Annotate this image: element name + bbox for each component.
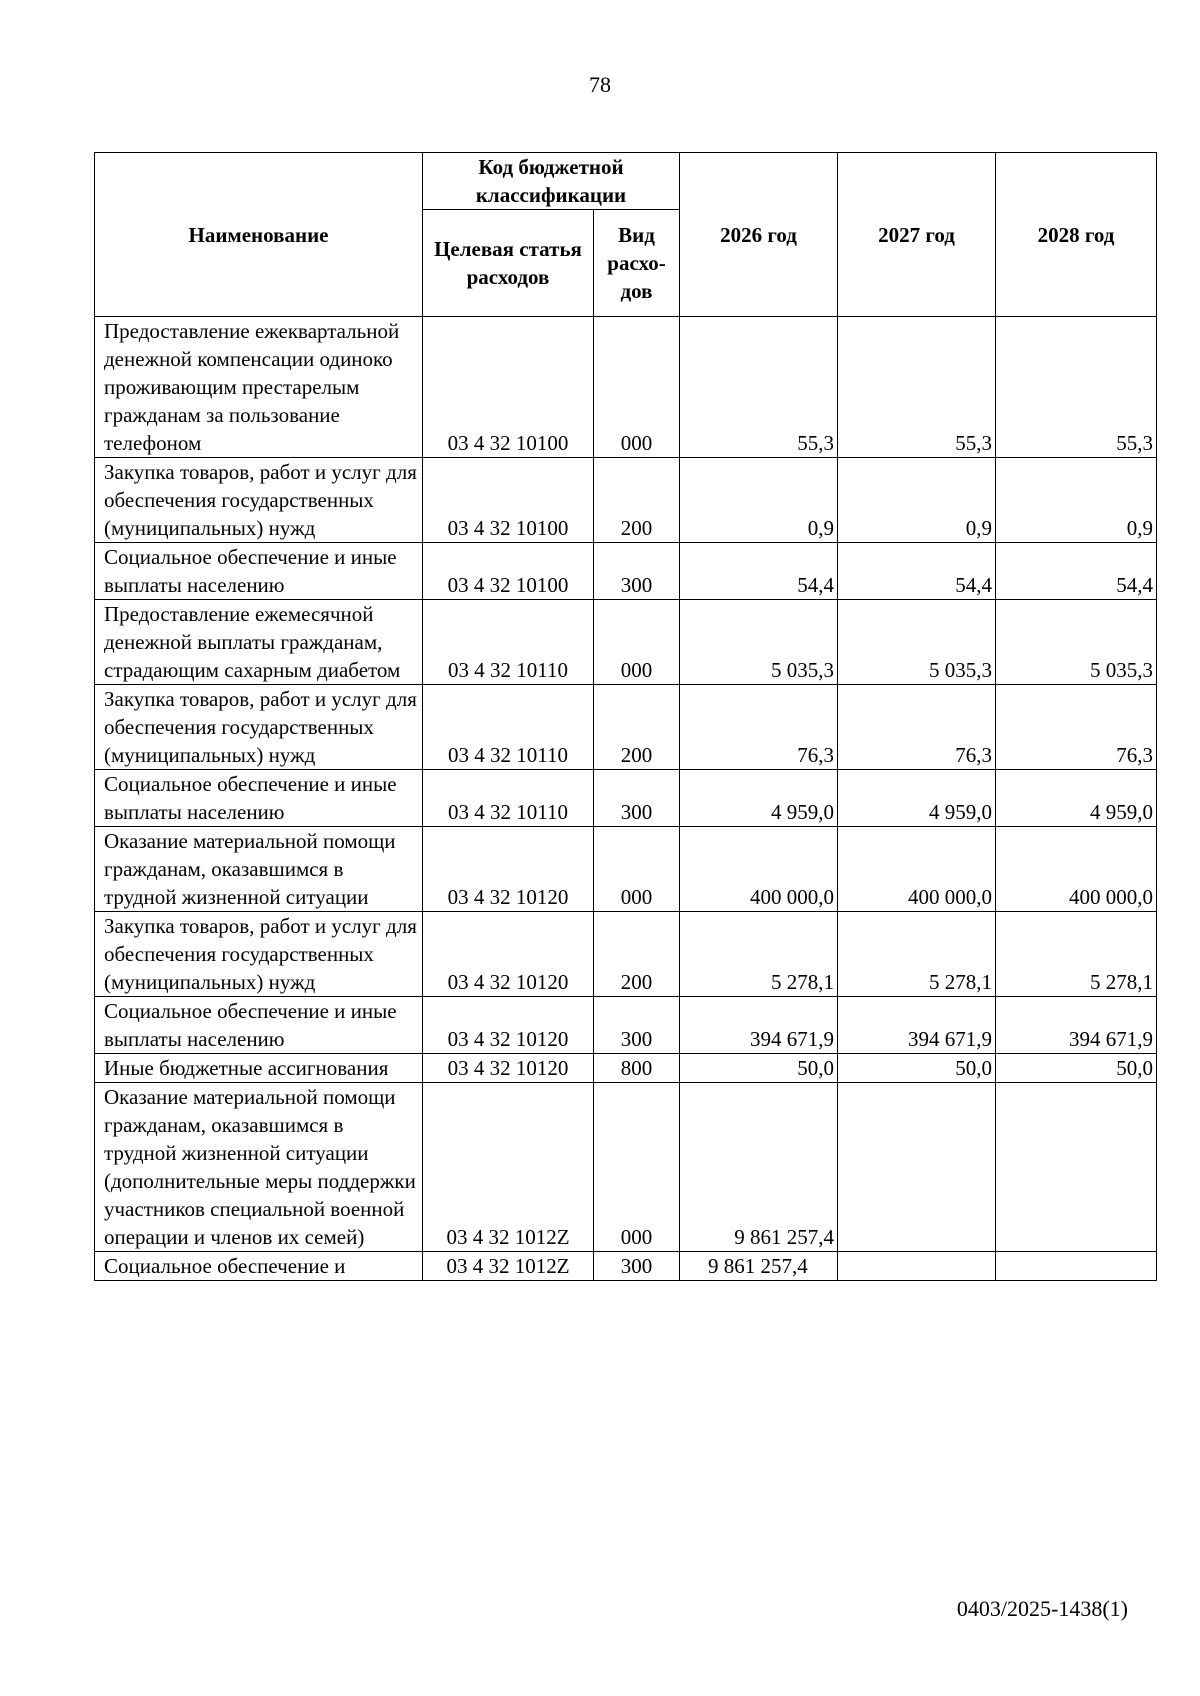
row-amount-2028-cell: 4 959,0 [996,770,1157,827]
table-row [95,458,1157,543]
row-expense-type-cell: 800 [594,1054,680,1083]
row-amount-2028-cell: 400 000,0 [996,827,1157,912]
row-target-item-cell: 03 4 32 10110 [423,770,594,827]
table-row [95,600,1157,685]
table-row [95,1054,1157,1083]
row-amount-2027-cell: 5 035,3 [838,600,996,685]
row-amount-2027-cell [838,1252,996,1281]
row-amount-2027-cell: 54,4 [838,543,996,600]
row-amount-2028-cell: 0,9 [996,458,1157,543]
header-expense-type: Вид расхо-дов [594,210,680,317]
row-amount-2026-cell: 5 035,3 [680,600,838,685]
row-amount-2026-cell: 394 671,9 [680,997,838,1054]
document-number: 0403/2025-1438(1) [956,1596,1128,1621]
table-row [95,317,1157,458]
row-amount-2026-cell: 5 278,1 [680,912,838,997]
row-amount-2028-cell: 50,0 [996,1054,1157,1083]
row-amount-2028-cell: 76,3 [996,685,1157,770]
row-amount-2026-cell: 0,9 [680,458,838,543]
row-expense-type-cell: 200 [594,685,680,770]
row-target-item-cell: 03 4 32 10120 [423,912,594,997]
row-name-cell: Закупка товаров, работ и услуг для обеспечения государственных (муниципальных) нужд [95,912,423,997]
budget-table [94,152,1157,1281]
row-expense-type-cell: 300 [594,1252,680,1281]
table-row [95,1083,1157,1252]
row-amount-2026-cell: 54,4 [680,543,838,600]
row-amount-2028-cell: 54,4 [996,543,1157,600]
row-amount-2027-cell: 76,3 [838,685,996,770]
row-target-item-cell: 03 4 32 10120 [423,1054,594,1083]
table-row [95,1252,1157,1281]
row-name-cell: Социальное обеспечение и [95,1252,423,1281]
row-amount-2026-cell: 50,0 [680,1054,838,1083]
row-name-cell: Предоставление ежеквартальной денежной компенсации одиноко проживающим престарелым гражданам за пользование телефоном [95,317,423,458]
row-amount-2026-cell: 76,3 [680,685,838,770]
row-name-cell: Иные бюджетные ассигнования [95,1054,423,1083]
row-name-cell: Оказание материальной помощи гражданам, оказавшимся в трудной жизненной ситуации [95,827,423,912]
row-amount-2028-cell [996,1252,1157,1281]
row-amount-2028-cell: 5 035,3 [996,600,1157,685]
row-amount-2028-cell: 55,3 [996,317,1157,458]
row-expense-type-cell: 200 [594,912,680,997]
row-name-cell: Социальное обеспечение и иные выплаты населению [95,543,423,600]
row-amount-2027-cell [838,1083,996,1252]
row-name-cell: Социальное обеспечение и иные выплаты населению [95,770,423,827]
table-row [95,543,1157,600]
row-expense-type-cell: 300 [594,997,680,1054]
row-expense-type-cell: 300 [594,543,680,600]
row-amount-2026-cell: 9 861 257,4 [680,1252,838,1281]
header-target-item: Целевая статья расходов [423,210,594,317]
row-target-item-cell: 03 4 32 1012Z [423,1252,594,1281]
table-row [95,997,1157,1054]
row-amount-2027-cell: 4 959,0 [838,770,996,827]
row-expense-type-cell: 000 [594,827,680,912]
row-expense-type-cell: 300 [594,770,680,827]
row-target-item-cell: 03 4 32 10110 [423,685,594,770]
table-header [95,153,1157,317]
row-amount-2028-cell: 394 671,9 [996,997,1157,1054]
row-name-cell: Предоставление ежемесячной денежной выплаты гражданам, страдающим сахарным диабетом [95,600,423,685]
header-code-group: Код бюджетной классификации [423,153,680,210]
row-target-item-cell: 03 4 32 10110 [423,600,594,685]
row-expense-type-cell: 000 [594,1083,680,1252]
row-amount-2027-cell: 400 000,0 [838,827,996,912]
row-expense-type-cell: 200 [594,458,680,543]
header-year-2026: 2026 год [680,153,838,317]
row-amount-2028-cell [996,1083,1157,1252]
row-name-cell: Социальное обеспечение и иные выплаты населению [95,997,423,1054]
row-amount-2027-cell: 5 278,1 [838,912,996,997]
header-year-2028: 2028 год [996,153,1157,317]
row-amount-2027-cell: 55,3 [838,317,996,458]
row-expense-type-cell: 000 [594,600,680,685]
row-amount-2026-cell: 400 000,0 [680,827,838,912]
row-amount-2027-cell: 0,9 [838,458,996,543]
row-target-item-cell: 03 4 32 10120 [423,827,594,912]
row-amount-2028-cell: 5 278,1 [996,912,1157,997]
table-body [95,317,1157,1281]
row-target-item-cell: 03 4 32 10120 [423,997,594,1054]
row-expense-type-cell: 000 [594,317,680,458]
row-target-item-cell: 03 4 32 10100 [423,543,594,600]
row-target-item-cell: 03 4 32 1012Z [423,1083,594,1252]
row-name-cell: Закупка товаров, работ и услуг для обеспечения государственных (муниципальных) нужд [95,458,423,543]
row-amount-2026-cell: 4 959,0 [680,770,838,827]
page-number: 78 [589,72,611,97]
table-row [95,770,1157,827]
row-amount-2027-cell: 394 671,9 [838,997,996,1054]
header-year-2027: 2027 год [838,153,996,317]
row-name-cell: Оказание материальной помощи гражданам, оказавшимся в трудной жизненной ситуации (дополнительные меры поддержки участников специальной военной операции и членов их семей) [95,1083,423,1252]
row-amount-2026-cell: 9 861 257,4 [680,1083,838,1252]
header-name: Наименование [95,153,423,317]
table-row [95,912,1157,997]
row-target-item-cell: 03 4 32 10100 [423,458,594,543]
row-target-item-cell: 03 4 32 10100 [423,317,594,458]
row-name-cell: Закупка товаров, работ и услуг для обеспечения государственных (муниципальных) нужд [95,685,423,770]
table-row [95,685,1157,770]
row-amount-2026-cell: 55,3 [680,317,838,458]
row-amount-2027-cell: 50,0 [838,1054,996,1083]
table-row [95,827,1157,912]
